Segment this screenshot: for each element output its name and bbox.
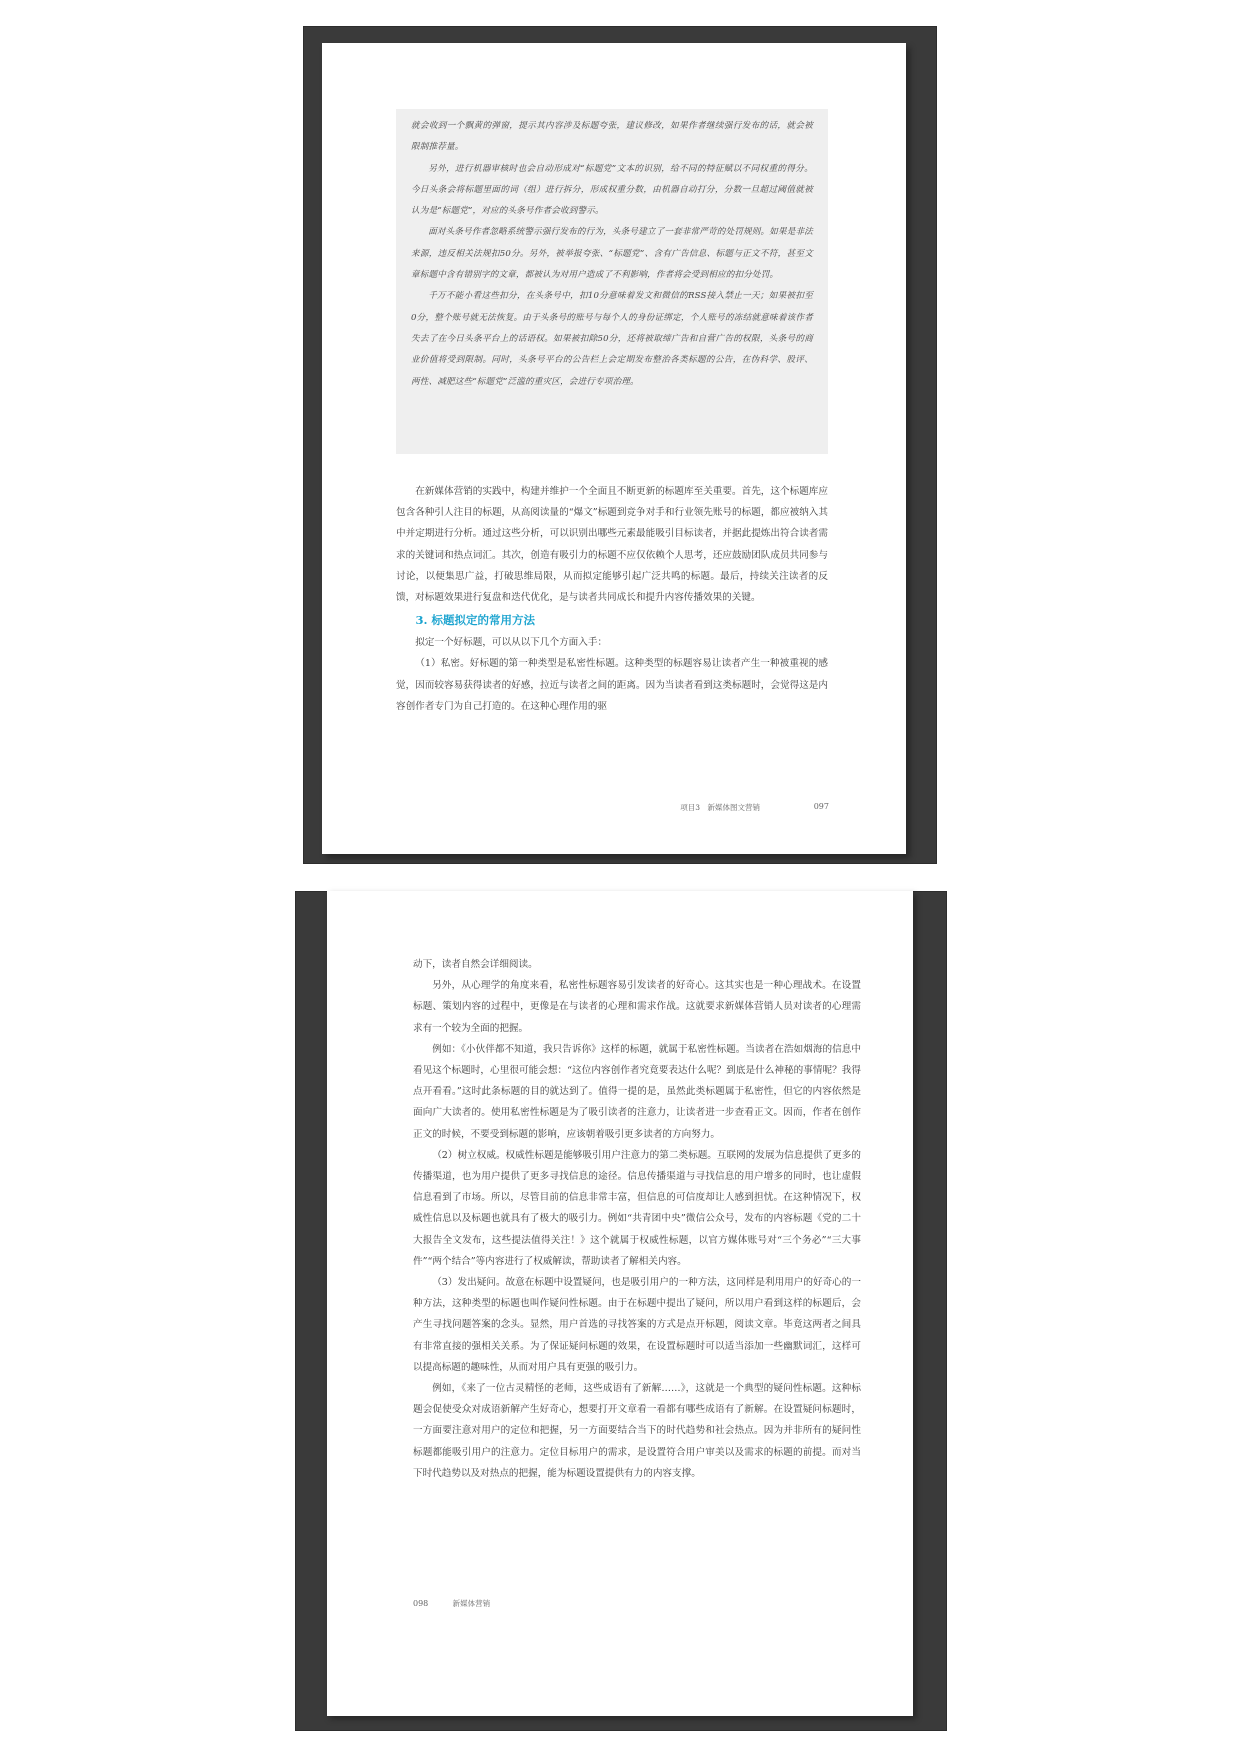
- box-paragraph: 面对头条号作者忽略系统警示强行发布的行为，头条号建立了一套非常严苛的处罚规则。如果是非法来源，违反相关法规扣50分。另外，被举报夸张、“标题党”、含有广告信息、标题与正文不符，甚至文章标题中含有错别字的文章，都被认为对用户造成了不利影响，作者将会受到相应的扣分处罚。: [411, 227, 813, 281]
- page-footer: [413, 1598, 490, 1609]
- page-97: [322, 43, 906, 854]
- page-footer: [322, 802, 906, 816]
- box-paragraph: 另外，进行机器审核时也会自动形成对“标题党”文本的识别，给不同的特征赋以不同权重的得分。今日头条会将标题里面的词（组）进行拆分，形成权重分数，由机器自动打分，分数一旦超过阈值就被认为是“标题党”，对应的头条号作者会收到警示。: [411, 163, 813, 217]
- body-paragraph: 拟定一个好标题，可以从以下几个方面入手：: [415, 637, 608, 649]
- body-paragraph: （2）树立权威。权威性标题是能够吸引用户注意力的第二类标题。互联网的发展为信息提供了更多的传播渠道，也为用户提供了更多寻找信息的途径。信息传播渠道与寻找信息的用户增多的同时，也让虚假信息看到了市场。所以，尽管目前的信息非常丰富，但信息的可信度却让人感到担忧。在这种情况下，权威性信息以及标题也就具有了极大的吸引力。例如“共青团中央”微信公众号，发布的内容标题《党的二十大报告全文发布，这些提法值得关注！》这个就属于权威性标题，以官方媒体账号对“三个务必”“三大事件”“两个结合”等内容进行了权威解读，帮助读者了解相关内容。: [413, 1149, 861, 1267]
- scan-page-97: [303, 26, 937, 864]
- footer-title: 新媒体营销: [452, 1599, 491, 1608]
- body-paragraph: 例如，《来了一位古灵精怪的老师，这些成语有了新解……》，这就是一个典型的疑问性标题。这种标题会促使受众对成语新解产生好奇心，想要打开文章看一看都有哪些成语有了新解。在设置疑问标题时，一方面要注意对用户的定位和把握，另一方面要结合当下的时代趋势和社会热点。因为并非所有的疑问性标题都能吸引用户的注意力。定位目标用户的需求，是设置符合用户审美以及需求的标题的前提。而对当下时代趋势以及对热点的把握，能为标题设置提供有力的内容支撑。: [413, 1383, 861, 1479]
- body-text: [396, 481, 828, 717]
- section-heading: 3. 标题拟定的常用方法: [415, 613, 536, 628]
- body-text: [413, 954, 861, 1484]
- page-number: 097: [813, 802, 829, 811]
- box-paragraph: 千万不能小看这些扣分，在头条号中，扣10分意味着发文和微信的RSS接入禁止一天；如果被扣至0分，整个账号就无法恢复。由于头条号的账号与每个人的身份证绑定，个人账号的冻结就意味着该作者失去了在今日头条平台上的话语权。如果被扣除50分，还将被取缔广告和自营广告的权限，头条号的商业价值将受到限制。同时，头条号平台的公告栏上会定期发布整治各类标题的公告，在伪科学、股评、两性、减肥这些“标题党”泛滥的重灾区，会进行专项治理。: [411, 291, 813, 387]
- footer-title: 项目3 新媒体图文营销: [680, 803, 760, 812]
- body-paragraph: 另外，从心理学的角度来看，私密性标题容易引发读者的好奇心。这其实也是一种心理战术。在设置标题、策划内容的过程中，更像是在与读者的心理和需求作战。这就要求新媒体营销人员对读者的心理需求有一个较为全面的把握。: [413, 980, 861, 1034]
- body-paragraph: 例如：《小伙伴都不知道，我只告诉你》这样的标题，就属于私密性标题。当读者在浩如烟海的信息中看见这个标题时，心里很可能会想：“这位内容创作者究竟要表达什么呢？到底是什么神秘的事情呢？我得点开看看。”这时此条标题的目的就达到了。值得一提的是，虽然此类标题属于私密性，但它的内容依然是面向广大读者的。使用私密性标题是为了吸引读者的注意力，让读者进一步查看正文。因而，作者在创作正文的时候，不要受到标题的影响，应该朝着吸引更多读者的方向努力。: [413, 1043, 861, 1140]
- body-paragraph: （1）私密。好标题的第一种类型是私密性标题。这种类型的标题容易让读者产生一种被重视的感觉，因而较容易获得读者的好感，拉近与读者之间的距离。因为当读者看到这类标题时，会觉得这是内容创作者专门为自己打造的。在这种心理作用的驱: [396, 658, 828, 712]
- box-paragraph: 就会收到一个飘黄的弹窗，提示其内容涉及标题夸张，建议修改，如果作者继续强行发布的话，就会被限制推荐量。: [411, 121, 813, 153]
- page-number: 098: [413, 1599, 429, 1608]
- body-paragraph: 在新媒体营销的实践中，构建并维护一个全面且不断更新的标题库至关重要。首先，这个标题库应包含各种引人注目的标题，从高阅读量的“爆文”标题到竞争对手和行业领先账号的标题，都应被纳入其中并定期进行分析。通过这些分析，可以识别出哪些元素最能吸引目标读者，并据此提炼出符合读者需求的关键词和热点词汇。其次，创造有吸引力的标题不应仅依赖个人思考，还应鼓励团队成员共同参与讨论，以便集思广益，打破思维局限，从而拟定能够引起广泛共鸣的标题。最后，持续关注读者的反馈，对标题效果进行复盘和迭代优化，是与读者共同成长和提升内容传播效果的关键。: [396, 486, 828, 604]
- body-paragraph: 动下，读者自然会详细阅读。: [413, 959, 538, 970]
- scan-page-98: [295, 891, 947, 1731]
- body-paragraph: （3）发出疑问。故意在标题中设置疑问，也是吸引用户的一种方法，这同样是利用用户的好奇心的一种方法，这种类型的标题也叫作疑问性标题。由于在标题中提出了疑问，所以用户看到这样的标题后，会产生寻找问题答案的念头。显然，用户首选的寻找答案的方式是点开标题，阅读文章。毕竟这两者之间具有非常直接的强相关关系。为了保证疑问标题的效果，在设置标题时可以适当添加一些幽默词汇，这样可以提高标题的趣味性，从而对用户具有更强的吸引力。: [413, 1277, 861, 1373]
- page-98: [327, 891, 913, 1716]
- case-box: [396, 109, 828, 454]
